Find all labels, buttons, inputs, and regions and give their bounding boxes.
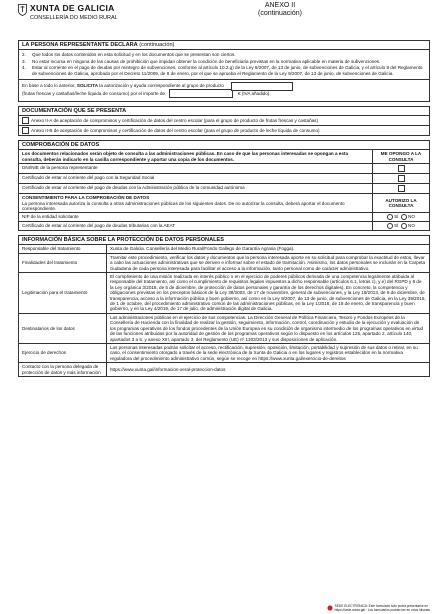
data-check-row xyxy=(19,173,429,183)
privacy-key: Responsable del tratamiento xyxy=(19,245,107,252)
item-text: No estar incursa en ninguna de las causas de prohibición que impidan obtener la condición de beneficiaria previstas en la normativa aplicable en materia de subvenciones. xyxy=(32,58,381,64)
footer-line-1: SEDE ELECTRÓNICA: Este formulario solo podrá presentarse en xyxy=(334,604,429,608)
documentation-title: DOCUMENTACIÓN QUE SE PRESENTA xyxy=(19,107,429,116)
auth-label: Certificado de estar al corriente del pago de deudas tributarias con la AEAT xyxy=(19,222,373,230)
auth-row xyxy=(19,212,429,221)
no-radio[interactable] xyxy=(401,214,407,220)
yes-label: SÍ xyxy=(394,214,399,220)
product-group-field[interactable] xyxy=(231,82,293,91)
privacy-key: Finalidades del tratamiento xyxy=(19,254,107,272)
anexo-subtitle: (continuación) xyxy=(258,10,302,17)
request-text-b: la autorización y ayuda correspondiente al grupo de producto xyxy=(98,83,224,89)
data-check-label: DNI/NIE de la persona representante xyxy=(19,164,373,173)
doc-label: Anexo II-B de aceptación de compromisos y certificación de datos del centro escolar (para el grupo de producto de leche líquida de consumo) xyxy=(31,128,320,134)
oppose-checkbox[interactable] xyxy=(398,175,405,182)
privacy-key: Contacto con la persona delegada de protección de datos y más información xyxy=(19,363,107,376)
header xyxy=(18,0,430,40)
consent-header xyxy=(19,193,429,212)
privacy-section xyxy=(18,235,430,377)
data-check-intro: Los documentos relacionados serán objeto de consulta a las administraciones públicas. En caso de que las personas interesadas se opongan a esta consulta, deberán indicarlo en la casilla correspondiente y aportar una copia de los documentos. xyxy=(19,150,373,163)
no-radio[interactable] xyxy=(401,223,407,229)
logo-subtitle: CONSELLERÍA DO MEDIO RURAL xyxy=(30,15,118,21)
logo-title: XUNTA DE GALICIA xyxy=(30,3,115,13)
privacy-row xyxy=(19,253,429,272)
doc-checkbox[interactable] xyxy=(22,117,29,124)
request-bold: SOLICITA xyxy=(76,83,99,89)
privacy-row xyxy=(19,343,429,362)
doc-checkbox[interactable] xyxy=(22,127,29,134)
yes-radio[interactable] xyxy=(387,223,393,229)
anexo-title: ANEXO II xyxy=(264,2,296,9)
item-text: Que todos los datos contenidos en esta solicitud y en los documentos que se presentan son ciertos. xyxy=(32,52,236,57)
declaration-title xyxy=(19,41,429,50)
oppose-checkbox[interactable] xyxy=(398,165,405,172)
privacy-value: Las administraciones públicas en el ejercicio de sus competencias. La Dirección General de Política Financiera, Tesoro y Fondos Europeos de la Consellería de Hacienda con la finalidad de realizar la gestión, seguimiento, información, control, coordinación y estudio de la ejecución y evaluación de los programas operativos de los fondos procedentes de la Unión Europea en su condición de organismo intermedio de los programas operativos en virtud de las funciones atribuidas por la autoridad de gestión de los programas operativos según lo dispuesto en los artículos 125, apartado 2, artículo 140, apartados 3 a 5, y anexo XIII, apartado 3, del Reglamento (UE) nº 1303/2013 y sus disposiciones de aplicación. xyxy=(110,314,424,342)
data-check-row xyxy=(19,163,429,173)
electronic-seat-icon xyxy=(327,605,333,611)
declaration-title-sub: (continuación) xyxy=(139,42,175,48)
data-check-label: Certificado de estar al corriente del pago con la Seguridad Social xyxy=(19,174,373,183)
data-check-header xyxy=(19,150,429,163)
declaration-item xyxy=(22,59,426,65)
request-block xyxy=(19,79,429,101)
data-check-title: COMPROBACIÓN DE DATOS xyxy=(19,141,429,150)
item-number: 3. xyxy=(22,58,26,64)
privacy-title: INFORMACIÓN BÁSICA SOBRE LA PROTECCIÓN DE DATOS PERSONALES xyxy=(19,236,429,245)
privacy-link[interactable]: https://www.xunta.gal/informacion-xeral-proteccion-datos xyxy=(110,366,226,372)
declaration-title-text: LA PERSONA REPRESENTANTE DECLARA xyxy=(22,42,138,48)
declaration-section xyxy=(18,40,430,102)
request-text-c: (frutas frescas y castañas/leche líquida de consumo) por el importe de xyxy=(22,90,165,96)
footer xyxy=(327,604,430,612)
privacy-row xyxy=(19,245,429,252)
xunta-shield-icon xyxy=(18,4,27,16)
no-label: NO xyxy=(408,223,415,229)
request-text-a: En base a todo lo anterior, xyxy=(22,83,77,89)
data-check-row xyxy=(19,183,429,193)
declaration-list xyxy=(19,50,429,79)
footer-line-2: https://sede.xunta.gal · Los formularios podrán ser en otros idiomas xyxy=(334,608,430,612)
documentation-section xyxy=(18,106,430,136)
oppose-checkbox[interactable] xyxy=(398,185,405,192)
request-text-d: € (IVA añadido). xyxy=(238,90,271,96)
consent-block xyxy=(19,194,373,212)
privacy-value: El cumplimiento de una misión realizada en interés público o en el ejercicio de poderes públicos derivada de una competencia legalmente atribuida al responsable del tratamiento, así como el cumplimiento de requisitos legales impuestos a dicho responsable (artículos 6.1, letras c), y e) del RGPD y 8 de la Ley orgánica 3/2018, de 5 de diciembre, de protección de datos personales y garantía de los derechos digitales). En concreto, la competencia y obligaciones previstas en los preceptos básicos de la Ley 38/2003, de 17 de noviembre, general de subvenciones, y la Ley 19/2013, de 9 de diciembre, de transparencia, acceso a la información pública y buen gobierno, así como en la Ley 9/2007, de 13 de junio, de subvenciones de Galicia, en la Ley 39/2015, de 1 de octubre, del procedimiento administrativo común de las administraciones públicas, en la Ley 1/2016, de 18 de enero, de transparencia y buen gobierno, y en la Ley 4/2019, de 17 de julio, de administración digital de Galicia. xyxy=(110,274,426,312)
consent-title: CONSENTIMIENTO PARA LA COMPROBACIÓN DE DATOS xyxy=(22,195,150,201)
privacy-key: Ejercicio de derechos xyxy=(19,344,107,362)
item-number: 2. xyxy=(22,52,26,57)
yes-label: SÍ xyxy=(394,223,399,229)
no-label: NO xyxy=(408,214,415,220)
item-text: Estar al corriente en el pago de deudas por reintegro de subvenciones, conforme al artículo 10.2.g) de la Ley 9/2007, de 13 de junio, de subvenciones de Galicia, y el artículo 9 del Reglamento de subvenciones de Galicia, aprobado por el Decreto 11/2009, de 8 de enero, por el que se aprueba el Reglamento de la Ley 9/2007, de 13 de junio, de subvenciones de Galicia. xyxy=(32,65,423,76)
privacy-row xyxy=(19,313,429,343)
request-line-2 xyxy=(22,89,426,98)
declaration-item xyxy=(22,52,426,58)
doc-label: Anexo II-A de aceptación de compromisos y certificación de datos del centro escolar (para el grupo de producto de frutas frescas y castañas) xyxy=(31,118,319,124)
privacy-value: Xunta de Galicia. Consellería del Medio Rural/Fondo Gallego de Garantía Agraria (Fogga). xyxy=(110,246,295,252)
amount-field[interactable] xyxy=(169,89,233,98)
privacy-value: Las personas interesadas podrán solicitar el acceso, rectificación, supresión, oposición, limitación, portabilidad y supresión de sus datos o retirar, en su caso, el consentimiento otorgado a través de la sede electrónica de la Xunta de Galicia o en los lugares y registros establecidos en la normativa reguladora del procedimiento administrativo común, según se recoge en https://www.xunta.gal/exercicio-de-dereitos xyxy=(110,344,418,361)
yes-radio[interactable] xyxy=(387,214,393,220)
declaration-item xyxy=(22,65,426,76)
privacy-row xyxy=(19,272,429,313)
anexo-heading xyxy=(258,2,302,18)
privacy-key: Destinatarios de los datos xyxy=(19,314,107,343)
auth-row xyxy=(19,221,429,230)
privacy-value: Tramitar este procedimiento, verificar los datos y documentos que la persona interesada aporte en su solicitud para comprobar la exactitud de estos, llevar a cabo las actuaciones administrativas que se deriven e informar sobre el estado de tramitación. Asimismo, los datos personales se incluirán en la Carpeta ciudadana de cada persona interesada para facilitar el acceso a la información, tanto personal como de carácter administrativo. xyxy=(110,254,426,271)
privacy-key: Legitimación para el tratamiento xyxy=(19,273,107,313)
authorize-column-header: AUTORIZO LA CONSULTA xyxy=(385,197,417,209)
data-check-label: Certificado de estar al corriente del pago de deudas con la Administración pública de la comunidad autónoma xyxy=(19,184,373,193)
oppose-column-header: ME OPONGO A LA CONSULTA xyxy=(380,151,422,162)
consent-text: La persona interesada autoriza la consulta a otras administraciones públicas de los siguientes datos. De no autorizar la consulta, deberá aportar el documento correspondiente. xyxy=(22,200,345,211)
privacy-row xyxy=(19,362,429,376)
auth-label: NIF de la entidad solicitante xyxy=(19,213,373,221)
doc-row xyxy=(19,125,429,135)
data-check-section xyxy=(18,140,430,231)
doc-row xyxy=(19,116,429,125)
item-number: 4. xyxy=(22,65,26,71)
